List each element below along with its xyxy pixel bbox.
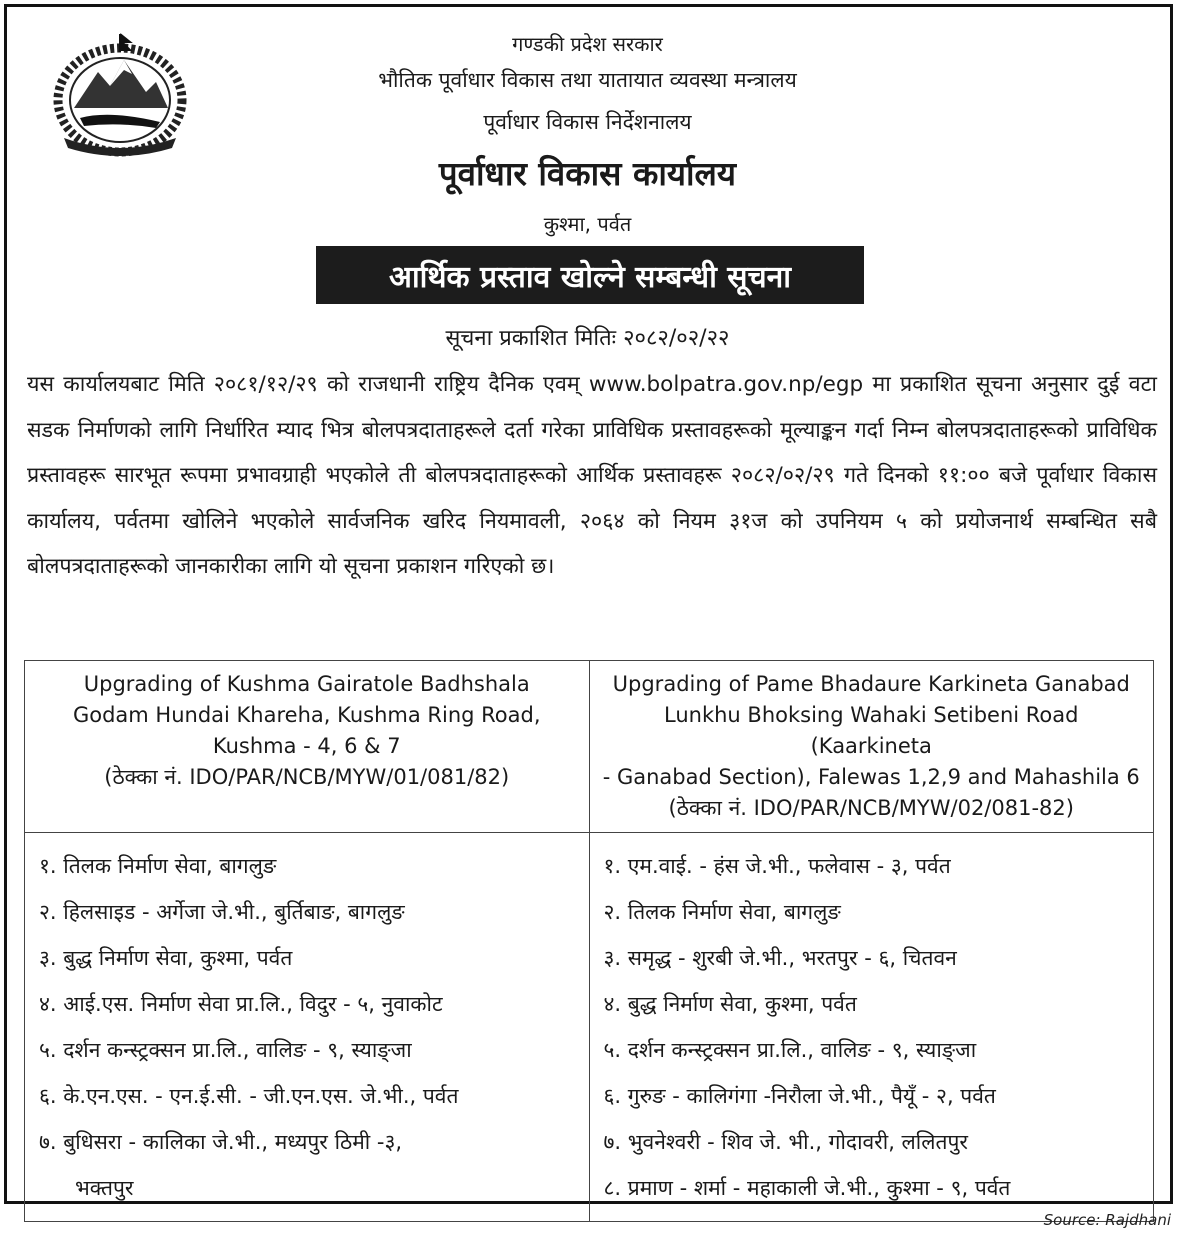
bidders-row bbox=[25, 833, 1154, 1222]
project-1-title-line: Upgrading of Kushma Gairatole Badhshala bbox=[83, 672, 530, 696]
bidder-item: ३. बुद्ध निर्माण सेवा, कुश्मा, पर्वत bbox=[39, 946, 293, 970]
project-1-title-line: Kushma - 4, 6 & 7 bbox=[212, 734, 401, 758]
project-2-header bbox=[589, 661, 1154, 833]
bidder-item: १. एम.वाई. - हंस जे.भी., फलेवास - ३, पर्वत bbox=[603, 854, 951, 878]
bidder-item: ६. के.एन.एस. - एन.ई.सी. - जी.एन.एस. जे.भी., पर्वत bbox=[39, 1084, 459, 1108]
project-2-contract-no: (ठेक्का नं. IDO/PAR/NCB/MYW/02/081-82) bbox=[668, 796, 1074, 820]
notice-title: आर्थिक प्रस्ताव खोल्ने सम्बन्धी सूचना bbox=[316, 246, 864, 304]
bidder-item: ४. आई.एस. निर्माण सेवा प्रा.लि., विदुर - ५, नुवाकोट bbox=[39, 992, 443, 1016]
bidder-item: १. तिलक निर्माण सेवा, बागलुङ bbox=[39, 854, 277, 878]
office-location: कुश्मा, पर्वत bbox=[543, 212, 632, 236]
bidder-item-continued: भक्तपुर bbox=[75, 1176, 134, 1200]
project-1-bidders bbox=[25, 833, 590, 1222]
published-date: सूचना प्रकाशित मितिः २०८२/०२/२२ bbox=[445, 326, 730, 351]
bidder-item: ७. भुवनेश्वरी - शिव जे. भी., गोदावरी, ललितपुर bbox=[603, 1130, 968, 1154]
project-2-bidders bbox=[589, 833, 1154, 1222]
project-1-header bbox=[25, 661, 590, 833]
ministry-name: भौतिक पूर्वाधार विकास तथा यातायात व्यवस्था मन्त्रालय bbox=[378, 68, 797, 92]
bidder-item: ८. प्रमाण - शर्मा - महाकाली जे.भी., कुश्मा - ९, पर्वत bbox=[603, 1176, 1011, 1200]
project-1-title-line: Godam Hundai Khareha, Kushma Ring Road, bbox=[72, 703, 541, 727]
directorate-name: पूर्वाधार विकास निर्देशनालय bbox=[483, 110, 692, 134]
province-name: गण्डकी प्रदेश सरकार bbox=[512, 32, 663, 56]
bidder-item: ४. बुद्ध निर्माण सेवा, कुश्मा, पर्वत bbox=[603, 992, 857, 1016]
bidder-item: ५. दर्शन कन्स्ट्रक्सन प्रा.लि., वालिङ - ९, स्याङ्जा bbox=[39, 1038, 412, 1062]
project-2-title-line: - Ganabad Section), Falewas 1,2,9 and Mahashila 6 bbox=[602, 765, 1140, 789]
notice-body: यस कार्यालयबाट मिति २०८१/१२/२९ को राजधानी राष्ट्रिय दैनिक एवम् www.bolpatra.gov.np/egp मा प्रकाशित सूचना अनुसार दुई वटा सडक निर्माणको लागि निर्धारित म्याद भित्र बोलपत्रदाताहरूले दर्ता गरेका प्राविधिक प्रस्तावहरूको मूल्याङ्कन गर्दा निम्न बोलपत्रदाताहरूको प्राविधिक प्रस्तावहरू सारभूत रूपमा प्रभावग्राही भएकोले ती बोलपत्रदाताहरूको आर्थिक प्रस्तावहरू २०८२/०२/२९ गते दिनको ११:०० बजे पूर्वाधार विकास कार्यालय, पर्वतमा खोलिने भएकोले सार्वजनिक खरिद नियमावली, २०६४ को नियम ३१ज को उपनियम ५ को प्रयोजनार्थ सम्बन्धित सबै बोलपत्रदाताहरूको जानकारीका लागि यो सूचना प्रकाशन गरिएको छ। bbox=[27, 372, 1157, 579]
office-name: पूर्वाधार विकास कार्यालय bbox=[438, 154, 737, 193]
project-2-title-line: Lunkhu Bhoksing Wahaki Setibeni Road (Kaarkineta bbox=[664, 703, 1079, 758]
bidder-item: ६. गुरुङ - कालिगंगा -निरौला जे.भी., पैयूँ - २, पर्वत bbox=[603, 1084, 996, 1108]
bidder-item: २. हिलसाइड - अर्गेजा जे.भी., बुर्तिबाङ, बागलुङ bbox=[39, 900, 405, 924]
bidder-item: ५. दर्शन कन्स्ट्रक्सन प्रा.लि., वालिङ - ९, स्याङ्जा bbox=[603, 1038, 977, 1062]
project-1-contract-no: (ठेक्का नं. IDO/PAR/NCB/MYW/01/081/82) bbox=[104, 765, 510, 789]
project-header-row bbox=[25, 661, 1154, 833]
project-2-title-line: Upgrading of Pame Bhadaure Karkineta Ganabad bbox=[612, 672, 1130, 696]
source-credit: Source: Rajdhani bbox=[1043, 1211, 1171, 1229]
bidders-table bbox=[24, 660, 1154, 1222]
bidder-item: २. तिलक निर्माण सेवा, बागलुङ bbox=[603, 900, 841, 924]
bidder-item: ३. समृद्ध - शुरबी जे.भी., भरतपुर - ६, चितवन bbox=[603, 946, 957, 970]
bidder-item: ७. बुधिसरा - कालिका जे.भी., मध्यपुर ठिमी -३, bbox=[39, 1130, 403, 1154]
